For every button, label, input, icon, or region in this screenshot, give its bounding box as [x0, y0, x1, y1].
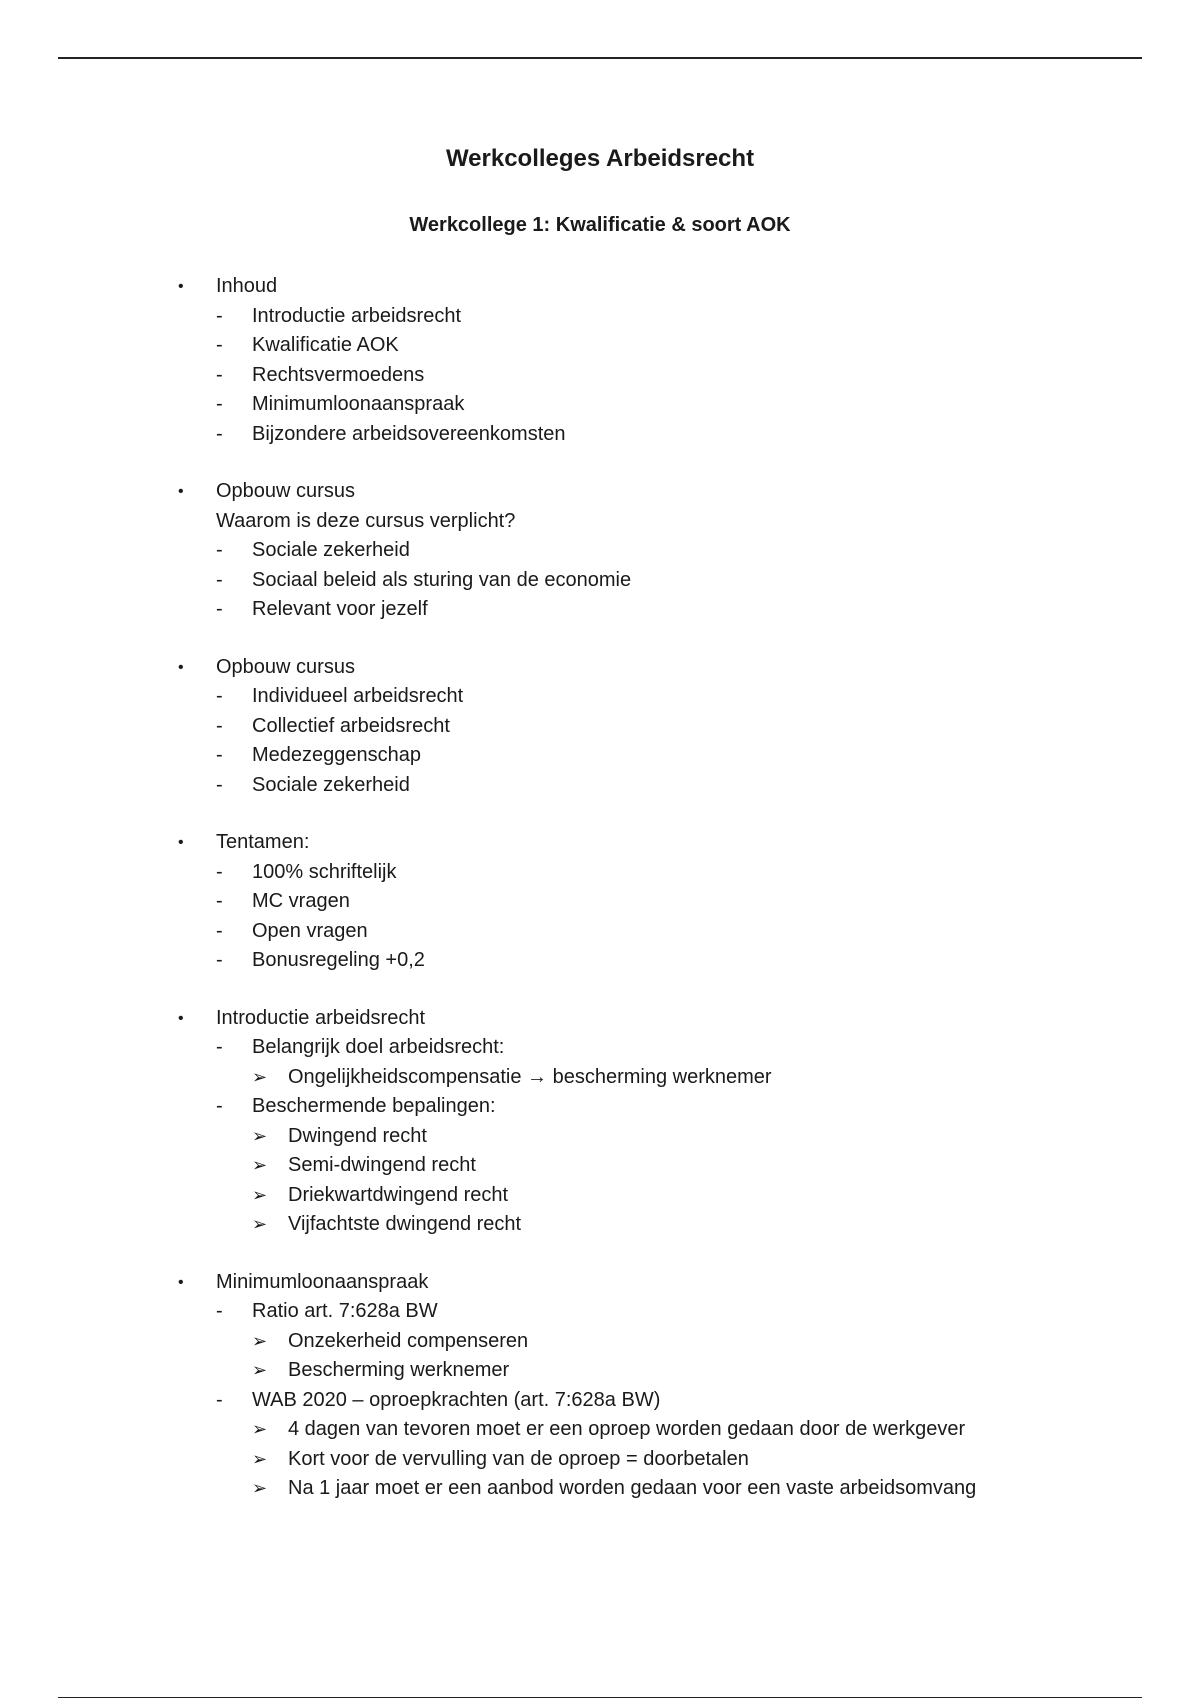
section-note: Waarom is deze cursus verplicht? — [216, 509, 516, 532]
dash-icon: - — [216, 568, 223, 591]
sub-list-item: Driekwartdwingend recht — [288, 1183, 509, 1206]
sub-list-item: Kort voor de vervulling van de oproep = doorbetalen — [288, 1447, 749, 1470]
section-inhoud — [0, 272, 1200, 449]
list-item: Sociale zekerheid — [252, 773, 410, 796]
list-item: Beschermende bepalingen: — [252, 1095, 496, 1117]
list-item: Introductie arbeidsrecht — [252, 304, 462, 327]
sub-list-item: Dwingend recht — [288, 1124, 427, 1147]
sub-list-item: Semi-dwingend recht — [288, 1154, 476, 1176]
list-item: Belangrijk doel arbeidsrecht: — [252, 1036, 505, 1058]
dash-icon: - — [216, 714, 223, 737]
list-item: Kwalificatie AOK — [252, 334, 399, 356]
arrow-bullet-icon: ➢ — [252, 1125, 268, 1146]
document-subtitle: Werkcollege 1: Kwalificatie & soort AOK — [409, 214, 791, 236]
list-item: Medezeggenschap — [252, 744, 422, 766]
dash-icon: - — [216, 334, 223, 356]
sub-list-item: 4 dagen van tevoren moet er een oproep worden gedaan door de werkgever — [288, 1418, 966, 1440]
section-heading: Opbouw cursus — [216, 655, 355, 678]
section-tentamen — [0, 828, 1200, 976]
arrow-bullet-icon: ➢ — [252, 1478, 268, 1498]
bullet-icon: • — [178, 483, 184, 500]
dash-icon: - — [216, 539, 223, 561]
list-item: MC vragen — [252, 890, 350, 912]
list-item: Open vragen — [252, 919, 368, 942]
dash-icon: - — [216, 919, 223, 942]
arrow-bullet-icon: ➢ — [252, 1066, 268, 1087]
dash-icon: - — [216, 949, 223, 971]
list-item: Collectief arbeidsrecht — [252, 714, 450, 737]
list-item: Bonusregeling +0,2 — [252, 949, 425, 971]
list-item: WAB 2020 – oproepkrachten (art. 7:628a BW) — [252, 1388, 661, 1411]
arrow-bullet-icon: ➢ — [252, 1214, 268, 1234]
list-item: Sociale zekerheid — [252, 539, 410, 561]
section-opbouw-cursus-1 — [0, 477, 1200, 625]
list-item: Sociaal beleid als sturing van de economie — [252, 568, 632, 591]
section-opbouw-cursus-2 — [0, 653, 1200, 801]
bullet-icon: • — [178, 278, 184, 295]
footer-rule — [58, 1697, 1142, 1698]
dash-icon: - — [216, 363, 223, 386]
bullet-icon: • — [178, 658, 184, 676]
list-item: Relevant voor jezelf — [252, 598, 428, 620]
arrow-bullet-icon: ➢ — [252, 1448, 268, 1469]
sub-list-item: Na 1 jaar moet er een aanbod worden gedaan voor een vaste arbeidsomvang — [288, 1477, 977, 1499]
dash-icon: - — [216, 890, 223, 912]
list-item: Rechtsvermoedens — [252, 363, 425, 386]
section-heading: Inhoud — [216, 275, 278, 297]
dash-icon: - — [216, 860, 223, 883]
sub-list-item: Onzekerheid compenseren — [288, 1329, 529, 1352]
dash-icon: - — [216, 1300, 223, 1322]
dash-icon: - — [216, 744, 223, 766]
arrow-bullet-icon: ➢ — [252, 1184, 268, 1205]
dash-icon: - — [216, 304, 223, 327]
list-item: Ratio art. 7:628a BW — [252, 1300, 438, 1322]
section-heading: Minimumloonaanspraak — [216, 1270, 429, 1293]
bullet-icon: • — [178, 1009, 184, 1027]
arrow-bullet-icon: ➢ — [252, 1330, 268, 1351]
arrow-bullet-icon: ➢ — [252, 1360, 268, 1380]
list-item: Bijzondere arbeidsovereenkomsten — [252, 422, 566, 445]
sub-list-item: Bescherming werknemer — [288, 1359, 510, 1381]
dash-icon: - — [216, 422, 223, 445]
document-title: Werkcolleges Arbeidsrecht — [445, 145, 755, 172]
dash-icon: - — [216, 685, 223, 707]
dash-icon: - — [216, 598, 223, 620]
section-introductie-arbeidsrecht — [0, 1004, 1200, 1240]
dash-icon: - — [216, 1388, 223, 1411]
dash-icon: - — [216, 1036, 223, 1058]
bullet-icon: • — [178, 1273, 184, 1291]
sub-list-item: Ongelijkheidscompensatie → bescherming werknemer — [288, 1065, 772, 1088]
list-item: 100% schriftelijk — [252, 860, 397, 883]
arrow-bullet-icon: ➢ — [252, 1419, 268, 1439]
document-body — [0, 272, 1200, 1532]
bullet-icon: • — [178, 834, 184, 851]
dash-icon: - — [216, 773, 223, 796]
section-heading: Opbouw cursus — [216, 480, 355, 502]
list-item: Individueel arbeidsrecht — [252, 685, 464, 707]
header-rule — [58, 57, 1142, 59]
dash-icon: - — [216, 393, 223, 415]
sub-list-item: Vijfachtste dwingend recht — [288, 1213, 522, 1235]
list-item: Minimumloonaanspraak — [252, 393, 465, 415]
arrow-bullet-icon: ➢ — [252, 1155, 268, 1175]
section-heading: Introductie arbeidsrecht — [216, 1006, 426, 1029]
section-heading: Tentamen: — [216, 831, 310, 853]
section-minimumloonaanspraak — [0, 1268, 1200, 1504]
dash-icon: - — [216, 1095, 223, 1117]
